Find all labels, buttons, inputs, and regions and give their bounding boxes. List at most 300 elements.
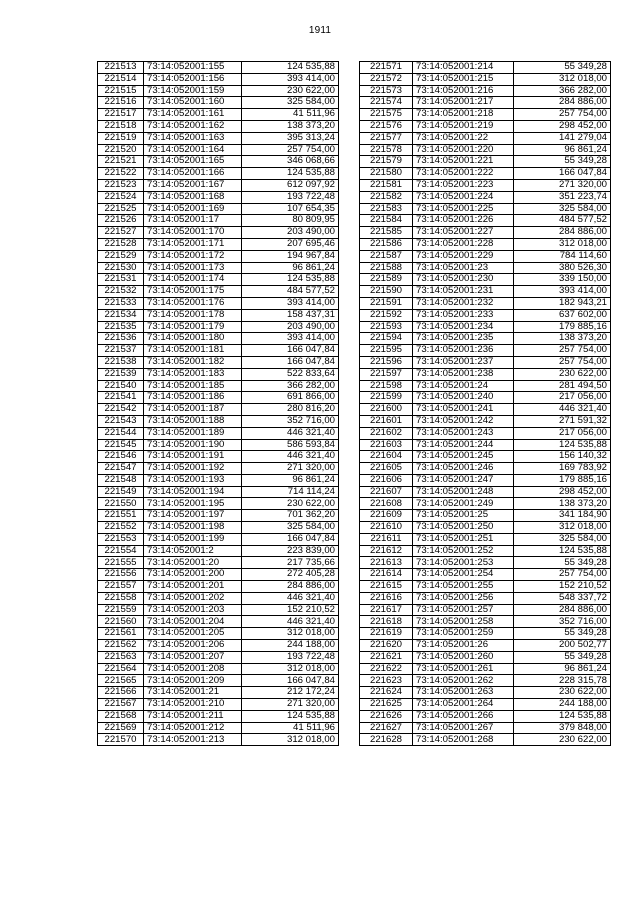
row-number-cell: 221532 <box>98 286 144 298</box>
row-number-cell: 221523 <box>98 179 144 191</box>
cadastral-number-cell: 73:14:052001:191 <box>144 451 242 463</box>
cadastral-number-cell: 73:14:052001:167 <box>144 179 242 191</box>
value-cell: 393 414,00 <box>514 286 611 298</box>
row-number-cell: 221624 <box>360 687 413 699</box>
row-number-cell: 221597 <box>360 368 413 380</box>
value-cell: 393 414,00 <box>242 73 339 85</box>
row-number-cell: 221627 <box>360 722 413 734</box>
table-row <box>360 274 611 286</box>
row-number-cell: 221608 <box>360 498 413 510</box>
row-number-cell: 221620 <box>360 640 413 652</box>
table-row <box>98 415 339 427</box>
value-cell: 179 885,16 <box>514 474 611 486</box>
table-row <box>360 486 611 498</box>
value-cell: 230 622,00 <box>242 498 339 510</box>
cadastral-number-cell: 73:14:052001:245 <box>413 451 514 463</box>
table-row <box>360 533 611 545</box>
cadastral-number-cell: 73:14:052001:230 <box>413 274 514 286</box>
value-cell: 244 188,00 <box>514 699 611 711</box>
cadastral-number-cell: 73:14:052001:232 <box>413 297 514 309</box>
value-cell: 257 754,00 <box>242 144 339 156</box>
table-row <box>98 203 339 215</box>
table-row <box>360 616 611 628</box>
row-number-cell: 221539 <box>98 368 144 380</box>
row-number-cell: 221535 <box>98 321 144 333</box>
cadastral-number-cell: 73:14:052001:205 <box>144 628 242 640</box>
cadastral-number-cell: 73:14:052001:258 <box>413 616 514 628</box>
cadastral-number-cell: 73:14:052001:215 <box>413 73 514 85</box>
value-cell: 366 282,00 <box>242 380 339 392</box>
table-row <box>98 168 339 180</box>
row-number-cell: 221590 <box>360 286 413 298</box>
table-row <box>360 569 611 581</box>
row-number-cell: 221514 <box>98 73 144 85</box>
value-cell: 169 783,92 <box>514 463 611 475</box>
value-cell: 325 584,00 <box>514 533 611 545</box>
row-number-cell: 221577 <box>360 132 413 144</box>
row-number-cell: 221585 <box>360 227 413 239</box>
table-row <box>98 734 339 746</box>
value-cell: 124 535,88 <box>514 710 611 722</box>
cadastral-number-cell: 73:14:052001:181 <box>144 345 242 357</box>
cadastral-number-cell: 73:14:052001:263 <box>413 687 514 699</box>
cadastral-number-cell: 73:14:052001:23 <box>413 262 514 274</box>
value-cell: 212 172,24 <box>242 687 339 699</box>
cadastral-number-cell: 73:14:052001:249 <box>413 498 514 510</box>
cadastral-number-cell: 73:14:052001:222 <box>413 168 514 180</box>
row-number-cell: 221538 <box>98 356 144 368</box>
row-number-cell: 221548 <box>98 474 144 486</box>
value-cell: 346 068,66 <box>242 156 339 168</box>
cadastral-number-cell: 73:14:052001:155 <box>144 62 242 74</box>
table-row <box>98 144 339 156</box>
value-cell: 124 535,88 <box>514 545 611 557</box>
cadastral-number-cell: 73:14:052001:241 <box>413 404 514 416</box>
row-number-cell: 221513 <box>98 62 144 74</box>
table-row <box>98 533 339 545</box>
row-number-cell: 221607 <box>360 486 413 498</box>
value-cell: 166 047,84 <box>242 345 339 357</box>
row-number-cell: 221602 <box>360 427 413 439</box>
value-cell: 230 622,00 <box>514 734 611 746</box>
row-number-cell: 221566 <box>98 687 144 699</box>
row-number-cell: 221584 <box>360 215 413 227</box>
row-number-cell: 221594 <box>360 333 413 345</box>
cadastral-number-cell: 73:14:052001:253 <box>413 557 514 569</box>
row-number-cell: 221528 <box>98 238 144 250</box>
cadastral-number-cell: 73:14:052001:20 <box>144 557 242 569</box>
row-number-cell: 221613 <box>360 557 413 569</box>
page-number: 1911 <box>308 25 332 36</box>
table-row <box>98 439 339 451</box>
cadastral-number-cell: 73:14:052001:186 <box>144 392 242 404</box>
table-row <box>98 569 339 581</box>
row-number-cell: 221571 <box>360 62 413 74</box>
row-number-cell: 221516 <box>98 97 144 109</box>
value-cell: 55 349,28 <box>514 628 611 640</box>
row-number-cell: 221553 <box>98 533 144 545</box>
cadastral-number-cell: 73:14:052001:235 <box>413 333 514 345</box>
row-number-cell: 221616 <box>360 592 413 604</box>
value-cell: 166 047,84 <box>514 168 611 180</box>
row-number-cell: 221557 <box>98 581 144 593</box>
value-cell: 124 535,88 <box>242 710 339 722</box>
table-row <box>98 392 339 404</box>
value-cell: 395 313,24 <box>242 132 339 144</box>
cadastral-number-cell: 73:14:052001:264 <box>413 699 514 711</box>
value-cell: 380 526,30 <box>514 262 611 274</box>
table-row <box>98 97 339 109</box>
cadastral-number-cell: 73:14:052001:188 <box>144 415 242 427</box>
value-cell: 446 321,40 <box>242 427 339 439</box>
value-cell: 257 754,00 <box>514 569 611 581</box>
row-number-cell: 221568 <box>98 710 144 722</box>
table-row <box>98 404 339 416</box>
table-row <box>360 380 611 392</box>
row-number-cell: 221522 <box>98 168 144 180</box>
cadastral-number-cell: 73:14:052001:183 <box>144 368 242 380</box>
cadastral-number-cell: 73:14:052001:166 <box>144 168 242 180</box>
row-number-cell: 221605 <box>360 463 413 475</box>
row-number-cell: 221593 <box>360 321 413 333</box>
row-number-cell: 221540 <box>98 380 144 392</box>
cadastral-number-cell: 73:14:052001:251 <box>413 533 514 545</box>
value-cell: 325 584,00 <box>242 97 339 109</box>
table-row <box>98 250 339 262</box>
cadastral-number-cell: 73:14:052001:171 <box>144 238 242 250</box>
cadastral-number-cell: 73:14:052001:169 <box>144 203 242 215</box>
value-cell: 228 315,78 <box>514 675 611 687</box>
table-row <box>98 297 339 309</box>
table-row <box>360 168 611 180</box>
table-row <box>360 427 611 439</box>
cadastral-number-cell: 73:14:052001:17 <box>144 215 242 227</box>
table-row <box>360 640 611 652</box>
row-number-cell: 221559 <box>98 604 144 616</box>
cadastral-number-cell: 73:14:052001:164 <box>144 144 242 156</box>
value-cell: 217 735,66 <box>242 557 339 569</box>
row-number-cell: 221556 <box>98 569 144 581</box>
row-number-cell: 221531 <box>98 274 144 286</box>
table-row <box>360 203 611 215</box>
row-number-cell: 221574 <box>360 97 413 109</box>
cadastral-number-cell: 73:14:052001:213 <box>144 734 242 746</box>
value-cell: 124 535,88 <box>242 274 339 286</box>
value-cell: 96 861,24 <box>514 144 611 156</box>
value-cell: 352 716,00 <box>514 616 611 628</box>
row-number-cell: 221530 <box>98 262 144 274</box>
table-row <box>98 191 339 203</box>
cadastral-number-cell: 73:14:052001:197 <box>144 510 242 522</box>
table-row <box>360 415 611 427</box>
cadastral-number-cell: 73:14:052001:195 <box>144 498 242 510</box>
value-cell: 312 018,00 <box>514 73 611 85</box>
row-number-cell: 221592 <box>360 309 413 321</box>
table-row <box>360 687 611 699</box>
value-cell: 484 577,52 <box>242 286 339 298</box>
table-row <box>360 62 611 74</box>
table-row <box>360 286 611 298</box>
value-cell: 691 866,00 <box>242 392 339 404</box>
row-number-cell: 221570 <box>98 734 144 746</box>
value-cell: 80 809,95 <box>242 215 339 227</box>
cadastral-number-cell: 73:14:052001:225 <box>413 203 514 215</box>
table-row <box>360 120 611 132</box>
value-cell: 352 716,00 <box>242 415 339 427</box>
cadastral-number-cell: 73:14:052001:267 <box>413 722 514 734</box>
table-row <box>360 581 611 593</box>
cadastral-number-cell: 73:14:052001:254 <box>413 569 514 581</box>
value-cell: 141 279,04 <box>514 132 611 144</box>
value-cell: 96 861,24 <box>514 663 611 675</box>
table-row <box>98 179 339 191</box>
table-row <box>360 179 611 191</box>
cadastral-number-cell: 73:14:052001:250 <box>413 522 514 534</box>
value-cell: 152 210,52 <box>242 604 339 616</box>
cadastral-number-cell: 73:14:052001:170 <box>144 227 242 239</box>
value-cell: 203 490,00 <box>242 321 339 333</box>
value-cell: 325 584,00 <box>514 203 611 215</box>
value-cell: 446 321,40 <box>242 616 339 628</box>
value-cell: 271 320,00 <box>514 179 611 191</box>
value-cell: 156 140,32 <box>514 451 611 463</box>
cadastral-number-cell: 73:14:052001:193 <box>144 474 242 486</box>
value-cell: 203 490,00 <box>242 227 339 239</box>
cadastral-number-cell: 73:14:052001:219 <box>413 120 514 132</box>
row-number-cell: 221617 <box>360 604 413 616</box>
cadastral-number-cell: 73:14:052001:244 <box>413 439 514 451</box>
row-number-cell: 221519 <box>98 132 144 144</box>
cadastral-number-cell: 73:14:052001:172 <box>144 250 242 262</box>
value-cell: 284 886,00 <box>242 581 339 593</box>
value-cell: 223 839,00 <box>242 545 339 557</box>
row-number-cell: 221609 <box>360 510 413 522</box>
table-row <box>98 699 339 711</box>
value-cell: 612 097,92 <box>242 179 339 191</box>
value-cell: 194 967,84 <box>242 250 339 262</box>
value-cell: 158 437,31 <box>242 309 339 321</box>
table-row <box>98 345 339 357</box>
cadastral-number-cell: 73:14:052001:190 <box>144 439 242 451</box>
cadastral-number-cell: 73:14:052001:221 <box>413 156 514 168</box>
cadastral-number-cell: 73:14:052001:233 <box>413 309 514 321</box>
value-cell: 298 452,00 <box>514 120 611 132</box>
row-number-cell: 221622 <box>360 663 413 675</box>
row-number-cell: 221598 <box>360 380 413 392</box>
row-number-cell: 221625 <box>360 699 413 711</box>
cadastral-number-cell: 73:14:052001:156 <box>144 73 242 85</box>
cadastral-number-cell: 73:14:052001:206 <box>144 640 242 652</box>
table-row <box>98 486 339 498</box>
value-cell: 366 282,00 <box>514 85 611 97</box>
row-number-cell: 221554 <box>98 545 144 557</box>
value-cell: 281 494,50 <box>514 380 611 392</box>
cadastral-number-cell: 73:14:052001:223 <box>413 179 514 191</box>
table-row <box>98 628 339 640</box>
table-row <box>360 522 611 534</box>
cadastral-number-cell: 73:14:052001:210 <box>144 699 242 711</box>
table-row <box>360 545 611 557</box>
row-number-cell: 221549 <box>98 486 144 498</box>
row-number-cell: 221587 <box>360 250 413 262</box>
table-row <box>360 227 611 239</box>
value-cell: 138 373,20 <box>514 333 611 345</box>
table-row <box>360 368 611 380</box>
cadastral-number-cell: 73:14:052001:21 <box>144 687 242 699</box>
row-number-cell: 221589 <box>360 274 413 286</box>
value-cell: 217 056,00 <box>514 392 611 404</box>
row-number-cell: 221525 <box>98 203 144 215</box>
row-number-cell: 221579 <box>360 156 413 168</box>
value-cell: 55 349,28 <box>514 62 611 74</box>
value-cell: 784 114,60 <box>514 250 611 262</box>
cadastral-number-cell: 73:14:052001:192 <box>144 463 242 475</box>
table-row <box>360 321 611 333</box>
cadastral-number-cell: 73:14:052001:198 <box>144 522 242 534</box>
table-row <box>98 333 339 345</box>
value-cell: 339 150,00 <box>514 274 611 286</box>
row-number-cell: 221572 <box>360 73 413 85</box>
table-row <box>98 85 339 97</box>
value-cell: 257 754,00 <box>514 345 611 357</box>
table-row <box>360 356 611 368</box>
cadastral-number-cell: 73:14:052001:220 <box>413 144 514 156</box>
cadastral-number-cell: 73:14:052001:243 <box>413 427 514 439</box>
value-cell: 312 018,00 <box>514 238 611 250</box>
cadastral-number-cell: 73:14:052001:24 <box>413 380 514 392</box>
cadastral-number-cell: 73:14:052001:180 <box>144 333 242 345</box>
cadastral-number-cell: 73:14:052001:214 <box>413 62 514 74</box>
row-number-cell: 221618 <box>360 616 413 628</box>
cadastral-number-cell: 73:14:052001:238 <box>413 368 514 380</box>
cadastral-number-cell: 73:14:052001:173 <box>144 262 242 274</box>
row-number-cell: 221534 <box>98 309 144 321</box>
cadastral-number-cell: 73:14:052001:201 <box>144 581 242 593</box>
table-row <box>360 345 611 357</box>
row-number-cell: 221621 <box>360 651 413 663</box>
value-cell: 298 452,00 <box>514 486 611 498</box>
cadastral-number-cell: 73:14:052001:2 <box>144 545 242 557</box>
value-cell: 166 047,84 <box>242 675 339 687</box>
cadastral-number-cell: 73:14:052001:209 <box>144 675 242 687</box>
table-row <box>360 404 611 416</box>
row-number-cell: 221521 <box>98 156 144 168</box>
value-cell: 124 535,88 <box>514 439 611 451</box>
table-row <box>360 510 611 522</box>
cadastral-number-cell: 73:14:052001:252 <box>413 545 514 557</box>
row-number-cell: 221599 <box>360 392 413 404</box>
cadastral-number-cell: 73:14:052001:218 <box>413 109 514 121</box>
value-cell: 230 622,00 <box>242 85 339 97</box>
table-row <box>98 522 339 534</box>
table-row <box>98 510 339 522</box>
row-number-cell: 221575 <box>360 109 413 121</box>
cadastral-number-cell: 73:14:052001:202 <box>144 592 242 604</box>
row-number-cell: 221596 <box>360 356 413 368</box>
row-number-cell: 221541 <box>98 392 144 404</box>
row-number-cell: 221614 <box>360 569 413 581</box>
table-row <box>360 191 611 203</box>
table-row <box>360 675 611 687</box>
value-cell: 312 018,00 <box>514 522 611 534</box>
table-row <box>98 262 339 274</box>
table-row <box>98 545 339 557</box>
cadastral-number-cell: 73:14:052001:212 <box>144 722 242 734</box>
cadastral-number-cell: 73:14:052001:207 <box>144 651 242 663</box>
cadastral-number-cell: 73:14:052001:26 <box>413 640 514 652</box>
cadastral-number-cell: 73:14:052001:266 <box>413 710 514 722</box>
cadastral-number-cell: 73:14:052001:159 <box>144 85 242 97</box>
value-cell: 271 591,32 <box>514 415 611 427</box>
cadastral-number-cell: 73:14:052001:204 <box>144 616 242 628</box>
row-number-cell: 221595 <box>360 345 413 357</box>
value-cell: 124 535,88 <box>242 62 339 74</box>
cadastral-number-cell: 73:14:052001:261 <box>413 663 514 675</box>
row-number-cell: 221623 <box>360 675 413 687</box>
table-row <box>360 215 611 227</box>
cadastral-number-cell: 73:14:052001:227 <box>413 227 514 239</box>
value-cell: 230 622,00 <box>514 368 611 380</box>
value-cell: 107 654,35 <box>242 203 339 215</box>
value-cell: 284 886,00 <box>514 604 611 616</box>
value-cell: 272 405,28 <box>242 569 339 581</box>
table-row <box>360 699 611 711</box>
cadastral-number-cell: 73:14:052001:216 <box>413 85 514 97</box>
value-cell: 637 602,00 <box>514 309 611 321</box>
row-number-cell: 221524 <box>98 191 144 203</box>
row-number-cell: 221563 <box>98 651 144 663</box>
table-row <box>98 581 339 593</box>
table-row <box>360 132 611 144</box>
table-row <box>98 227 339 239</box>
table-row <box>360 651 611 663</box>
row-number-cell: 221628 <box>360 734 413 746</box>
cadastral-number-cell: 73:14:052001:255 <box>413 581 514 593</box>
table-row <box>98 109 339 121</box>
table-row <box>360 557 611 569</box>
cadastral-number-cell: 73:14:052001:234 <box>413 321 514 333</box>
table-row <box>98 238 339 250</box>
value-cell: 351 223,74 <box>514 191 611 203</box>
cadastral-number-cell: 73:14:052001:257 <box>413 604 514 616</box>
table-row <box>98 675 339 687</box>
value-cell: 284 886,00 <box>514 227 611 239</box>
table-row <box>360 144 611 156</box>
table-row <box>98 557 339 569</box>
row-number-cell: 221580 <box>360 168 413 180</box>
row-number-cell: 221533 <box>98 297 144 309</box>
value-cell: 96 861,24 <box>242 262 339 274</box>
value-cell: 548 337,72 <box>514 592 611 604</box>
value-cell: 312 018,00 <box>242 663 339 675</box>
row-number-cell: 221612 <box>360 545 413 557</box>
table-row <box>360 463 611 475</box>
table-row <box>98 215 339 227</box>
value-cell: 393 414,00 <box>242 333 339 345</box>
table-row <box>98 687 339 699</box>
table-row <box>360 734 611 746</box>
row-number-cell: 221619 <box>360 628 413 640</box>
cadastral-number-cell: 73:14:052001:247 <box>413 474 514 486</box>
cadastral-number-cell: 73:14:052001:174 <box>144 274 242 286</box>
row-number-cell: 221626 <box>360 710 413 722</box>
value-cell: 312 018,00 <box>242 734 339 746</box>
row-number-cell: 221573 <box>360 85 413 97</box>
cadastral-number-cell: 73:14:052001:217 <box>413 97 514 109</box>
cadastral-number-cell: 73:14:052001:229 <box>413 250 514 262</box>
value-cell: 257 754,00 <box>514 356 611 368</box>
table-row <box>360 250 611 262</box>
